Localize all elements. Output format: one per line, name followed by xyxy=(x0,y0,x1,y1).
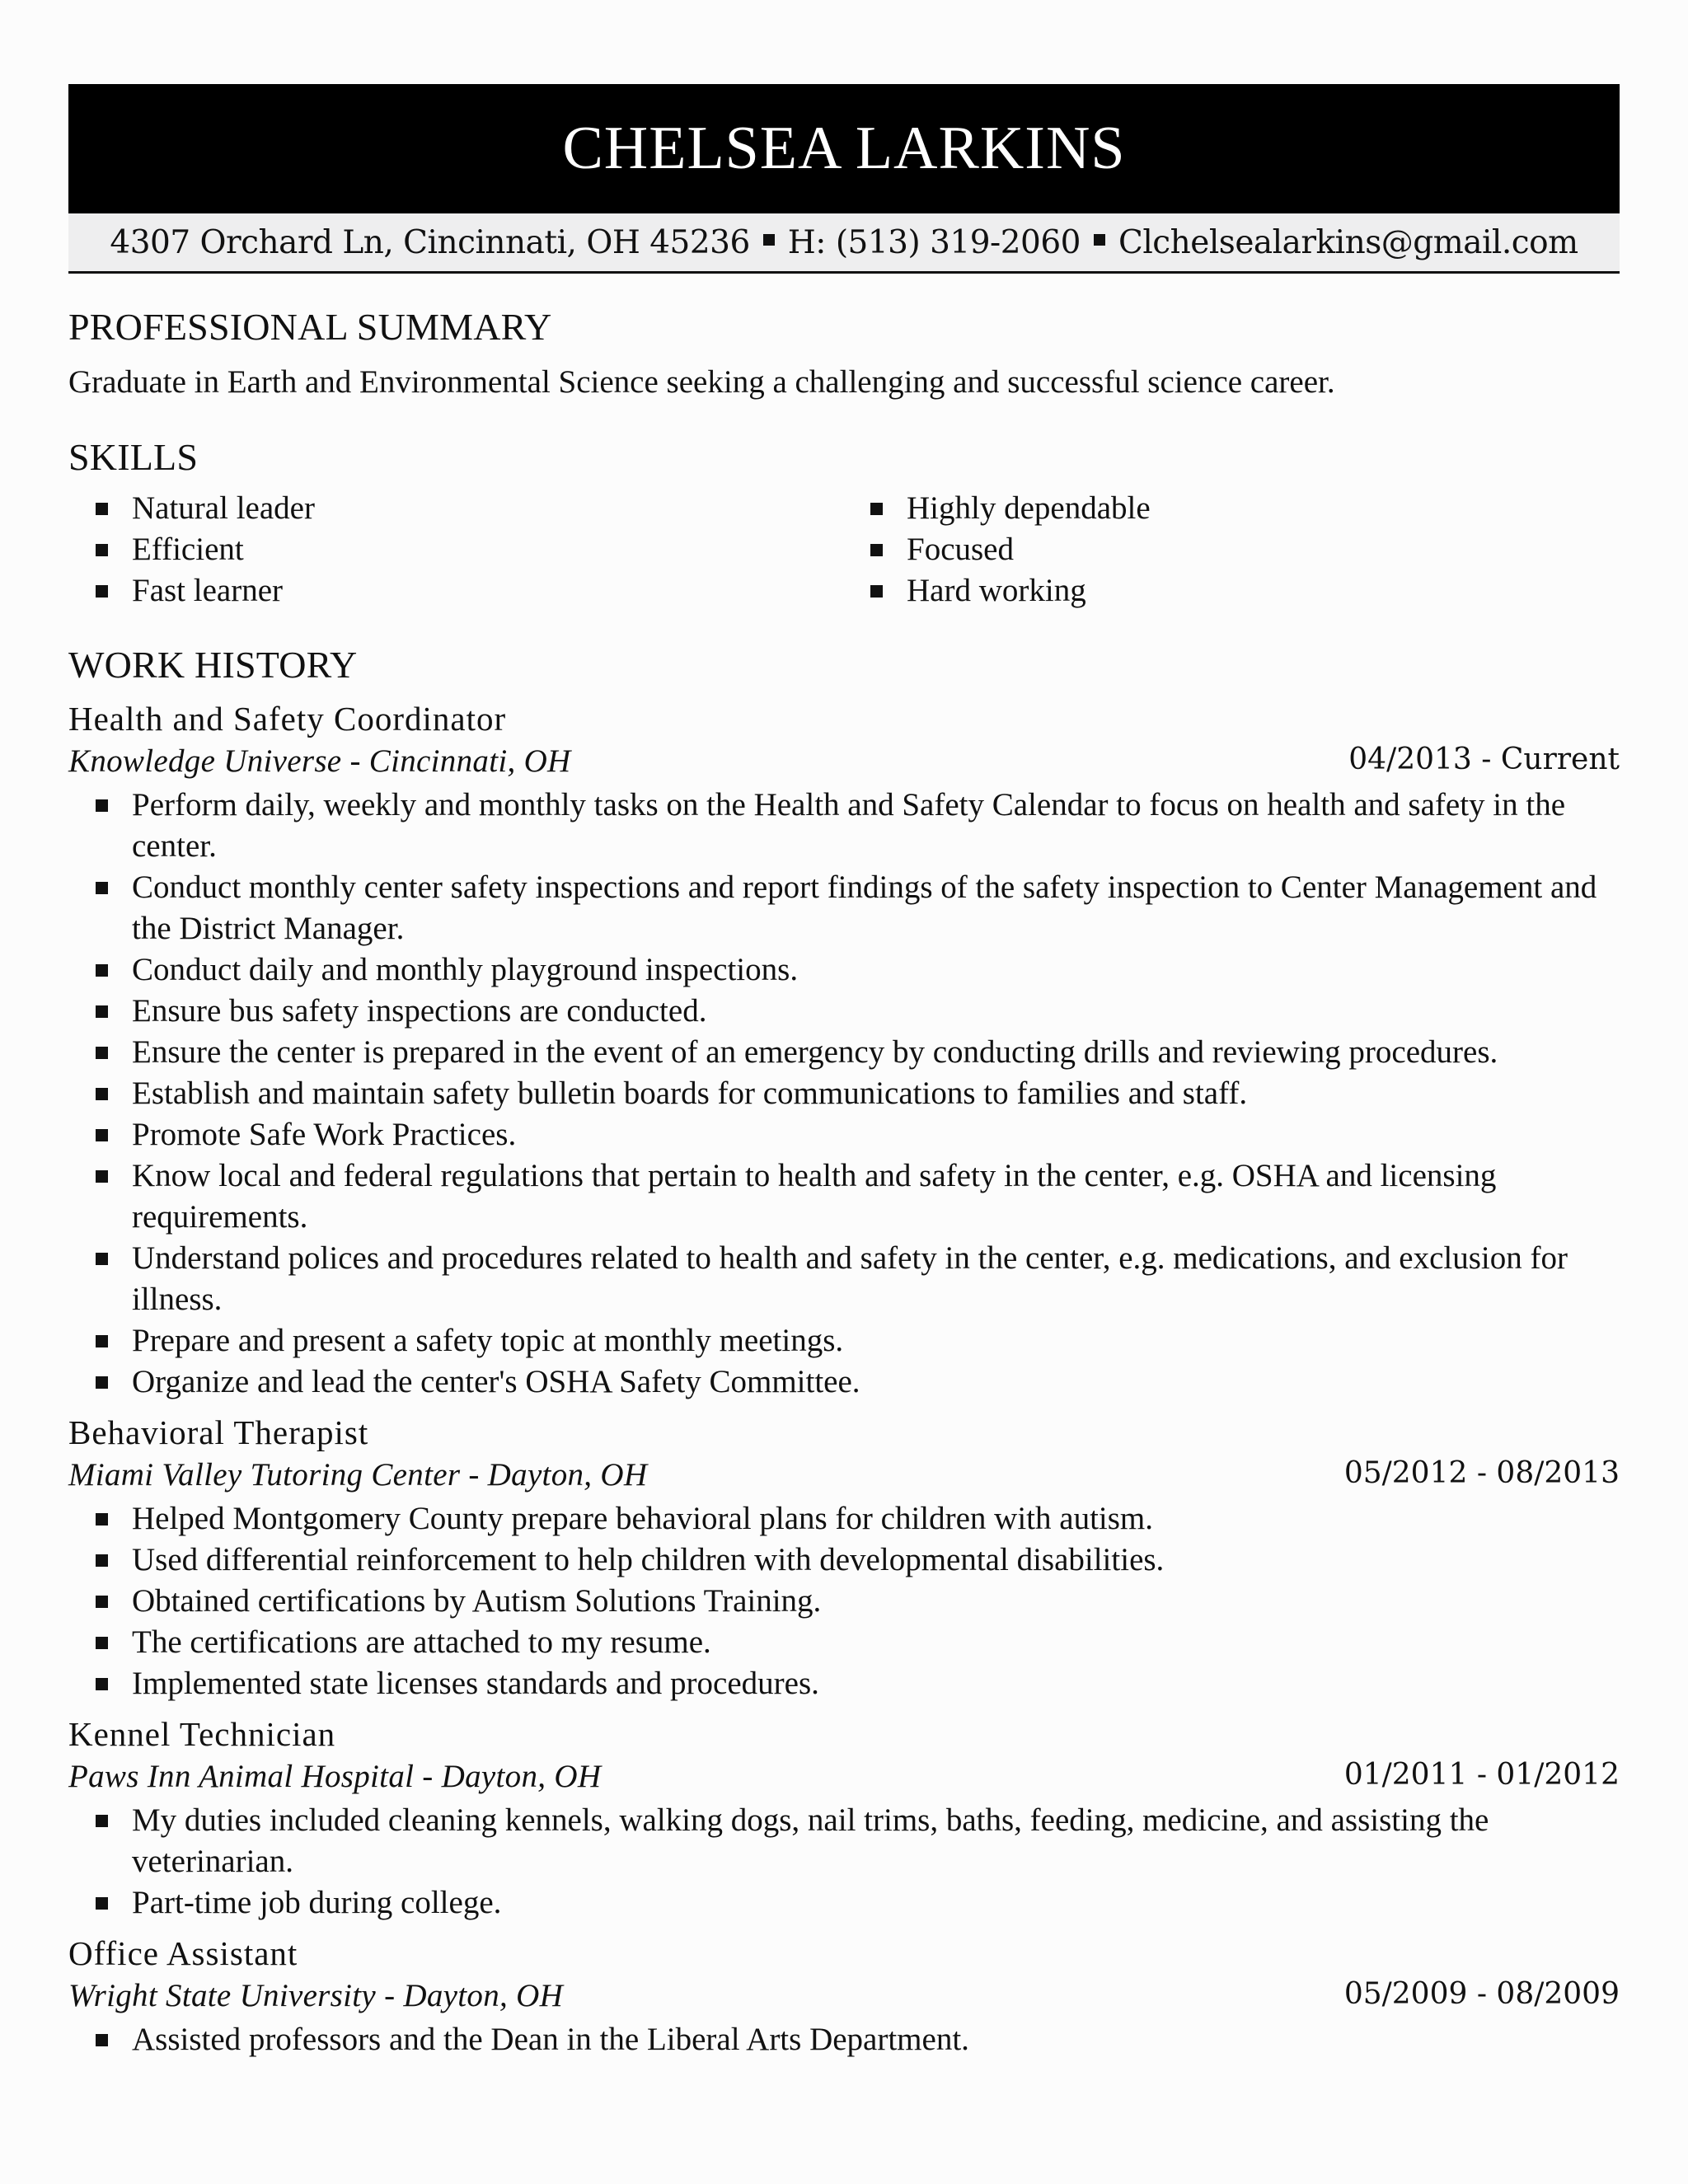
job-dates: 04/2013 - Current xyxy=(1348,742,1620,776)
contact-bar xyxy=(68,213,1620,274)
job-company: Paws Inn Animal Hospital - Dayton, OH xyxy=(68,1758,602,1794)
job-meta xyxy=(68,1975,1620,2018)
skills-column-right xyxy=(843,488,1618,612)
candidate-name: CHELSEA LARKINS xyxy=(562,115,1126,182)
job-entry xyxy=(68,1713,1620,1924)
job-bullet: Assisted professors and the Dean in the Liberal Arts Department. xyxy=(68,2019,1620,2060)
summary-text: Graduate in Earth and Environmental Science seeking a challenging and successful science career. xyxy=(68,364,1335,400)
job-bullet: Understand polices and procedures related to health and safety in the center, e.g. medications, and exclusion for illness. xyxy=(68,1238,1620,1320)
job-bullet: Prepare and present a safety topic at monthly meetings. xyxy=(68,1320,1620,1361)
job-dates: 01/2011 - 01/2012 xyxy=(1343,1757,1620,1792)
job-bullet: Establish and maintain safety bulletin boards for communications to families and staff. xyxy=(68,1073,1620,1114)
job-bullet: Part-time job during college. xyxy=(68,1882,1620,1924)
summary-heading: PROFESSIONAL SUMMARY xyxy=(68,306,552,348)
job-bullet: My duties included cleaning kennels, walking dogs, nail trims, baths, feeding, medicine, and assisting the veterinarian. xyxy=(68,1800,1620,1882)
job-bullet: Conduct monthly center safety inspections and report findings of the safety inspection to Center Management and the District Manager. xyxy=(68,867,1620,949)
job-bullet: Used differential reinforcement to help children with developmental disabilities. xyxy=(68,1540,1620,1581)
job-dates: 05/2012 - 08/2013 xyxy=(1343,1455,1620,1490)
contact-address: 4307 Orchard Ln, Cincinnati, OH 45236 xyxy=(110,223,750,261)
resume-page xyxy=(68,84,1620,2060)
skills-list xyxy=(68,488,1620,612)
job-company: Knowledge Universe - Cincinnati, OH xyxy=(68,743,571,779)
job-meta xyxy=(68,1756,1620,1798)
work-history-heading: WORK HISTORY xyxy=(68,643,358,686)
skill-item: Efficient xyxy=(68,529,843,570)
job-entry xyxy=(68,697,1620,1403)
job-title: Health and Safety Coordinator xyxy=(68,699,507,738)
name-banner xyxy=(68,84,1620,213)
skill-item: Focused xyxy=(843,529,1618,570)
skill-item: Hard working xyxy=(843,570,1618,612)
job-dates: 05/2009 - 08/2009 xyxy=(1343,1976,1620,2011)
job-bullet: Perform daily, weekly and monthly tasks on the Health and Safety Calendar to focus on health and safety in the center. xyxy=(68,785,1620,867)
job-bullet: Know local and federal regulations that pertain to health and safety in the center, e.g. OSHA and licensing requirements. xyxy=(68,1155,1620,1238)
job-entry xyxy=(68,1411,1620,1704)
job-company: Wright State University - Dayton, OH xyxy=(68,1977,564,2013)
job-company: Miami Valley Tutoring Center - Dayton, OH xyxy=(68,1456,648,1493)
job-bullet: Ensure bus safety inspections are conducted. xyxy=(68,991,1620,1032)
skills-heading: SKILLS xyxy=(68,435,199,478)
job-bullet: Implemented state licenses standards and procedures. xyxy=(68,1663,1620,1704)
square-bullet-icon xyxy=(1094,234,1105,246)
contact-phone: H: (513) 319-2060 xyxy=(787,223,1081,261)
job-bullet: Obtained certifications by Autism Solutions Training. xyxy=(68,1581,1620,1622)
job-bullet: Helped Montgomery County prepare behavioral plans for children with autism. xyxy=(68,1498,1620,1540)
job-title: Kennel Technician xyxy=(68,1714,336,1753)
job-meta xyxy=(68,741,1620,783)
job-title: Office Assistant xyxy=(68,1933,298,1972)
skill-item: Fast learner xyxy=(68,570,843,612)
skill-item: Highly dependable xyxy=(843,488,1618,529)
job-entry xyxy=(68,1932,1620,2060)
job-bullet: Ensure the center is prepared in the event of an emergency by conducting drills and reviewing procedures. xyxy=(68,1032,1620,1073)
job-bullet: Organize and lead the center's OSHA Safety Committee. xyxy=(68,1361,1620,1403)
job-bullet: Conduct daily and monthly playground inspections. xyxy=(68,949,1620,991)
skill-item: Natural leader xyxy=(68,488,843,529)
job-meta xyxy=(68,1455,1620,1497)
job-title: Behavioral Therapist xyxy=(68,1413,369,1451)
job-bullet: Promote Safe Work Practices. xyxy=(68,1114,1620,1155)
square-bullet-icon xyxy=(763,234,775,246)
contact-email: Clchelsealarkins@gmail.com xyxy=(1118,223,1578,261)
skills-column-left xyxy=(68,488,843,612)
job-bullet: The certifications are attached to my resume. xyxy=(68,1622,1620,1663)
